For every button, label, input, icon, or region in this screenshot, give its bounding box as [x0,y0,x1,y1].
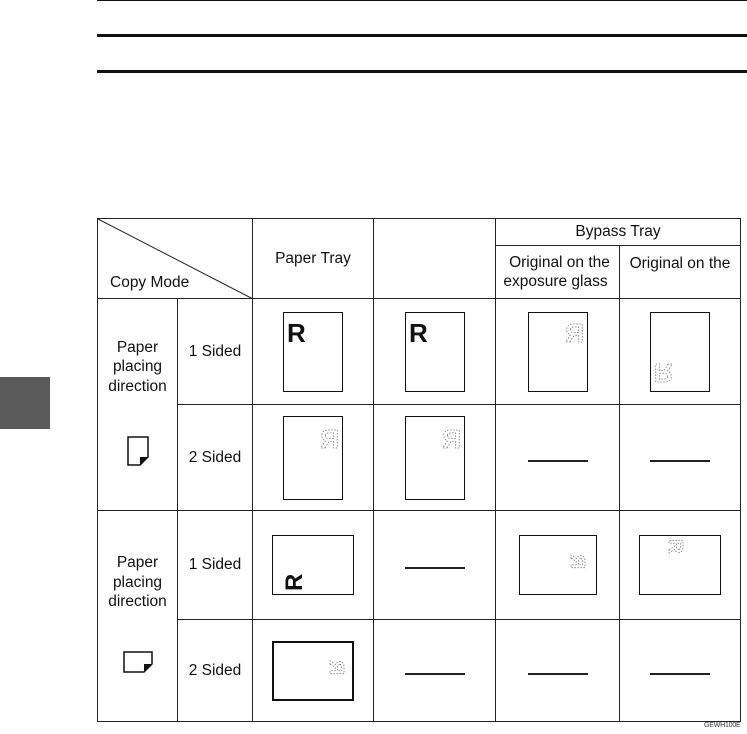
row-2-sided-label: 2 Sided [188,661,242,679]
row-1-sided-label: 1 Sided [188,556,242,574]
sheet-r-glyph: R [564,317,584,348]
sheet-r-glyph: R [654,357,673,388]
row-group-portrait-label: Paper placing direction [108,338,167,395]
landscape-sheet-icon [123,651,153,673]
cell-portrait-2sided-adf [620,405,741,511]
paper-tray-header [253,219,374,299]
not-available-dash [650,460,710,462]
portrait-sheet-r-upright [283,312,343,392]
sheet-r-glyph: R [287,317,306,348]
row-2-sided-portrait [178,405,253,511]
cell-portrait-1sided-adf [620,299,741,405]
landscape-sheet-r-rotated [272,535,354,595]
landscape-sheet-r-mirrored [519,535,597,595]
not-available-dash [650,673,710,675]
row-1-sided-landscape [178,511,253,620]
bypass-tray-label: Bypass Tray [575,223,661,241]
cell-portrait-2sided-blank-col [374,405,496,511]
original-glass-label: Original on the exposure glass [503,253,610,290]
cell-landscape-1sided-blank-col [374,511,496,620]
not-available-dash [405,673,465,675]
sheet-r-glyph: R [320,423,339,454]
not-available-dash [528,673,588,675]
row-group-portrait [98,299,178,511]
row-2-sided-label: 2 Sided [188,448,242,466]
cell-landscape-1sided-glass [496,511,620,620]
figure-code: GEWH100E [704,722,741,729]
row-2-sided-landscape [178,620,253,722]
row-group-landscape-label: Paper placing direction [108,554,167,610]
portrait-sheet-icon [127,436,149,466]
cell-portrait-2sided-paper-tray [253,405,374,511]
not-available-dash [528,460,588,462]
copy-mode-label: Copy Mode [110,273,190,291]
row-1-sided-label: 1 Sided [188,342,242,360]
landscape-sheet-r-mirrored [272,641,354,701]
chapter-tab-marker [0,377,50,429]
sheet-r-glyph: R [408,317,428,348]
copy-mode-table [97,218,741,722]
portrait-sheet-r-rotated [650,312,710,392]
portrait-sheet-r-mirrored [528,312,588,392]
cell-portrait-1sided-glass [496,299,620,405]
landscape-sheet-r-mirrored-top [639,535,721,595]
section-rule-upper [97,34,747,37]
sheet-r-glyph: R [664,539,686,554]
portrait-sheet-r-mirrored [405,416,465,500]
cell-landscape-2sided-adf [620,620,741,722]
cell-landscape-1sided-paper-tray [253,511,374,620]
paper-tray-label: Paper Tray [275,249,351,267]
cell-landscape-1sided-adf [620,511,741,620]
top-rule-thin [97,0,747,1]
row-group-landscape [98,511,178,722]
original-adf-label: Original on the [629,255,731,272]
copy-mode-header-cell [98,219,253,299]
bypass-tray-header [496,219,741,246]
cell-portrait-2sided-glass [496,405,620,511]
cell-landscape-2sided-glass [496,620,620,722]
section-rule-lower [97,70,747,73]
original-adf-header [620,246,741,299]
not-available-dash [405,567,465,569]
sheet-r-glyph: R [565,554,588,569]
sheet-r-glyph: R [325,660,347,675]
cell-landscape-2sided-blank-col [374,620,496,722]
sheet-r-glyph: R [441,423,461,454]
cell-portrait-1sided-blank-col [374,299,496,405]
portrait-sheet-r-upright [405,312,465,392]
cell-landscape-2sided-paper-tray [253,620,374,722]
original-glass-header [496,246,620,299]
blank-header [374,219,496,299]
sheet-r-glyph: R [281,573,308,591]
cell-portrait-1sided-paper-tray [253,299,374,405]
row-1-sided-portrait [178,299,253,405]
portrait-sheet-r-mirrored [283,416,343,500]
